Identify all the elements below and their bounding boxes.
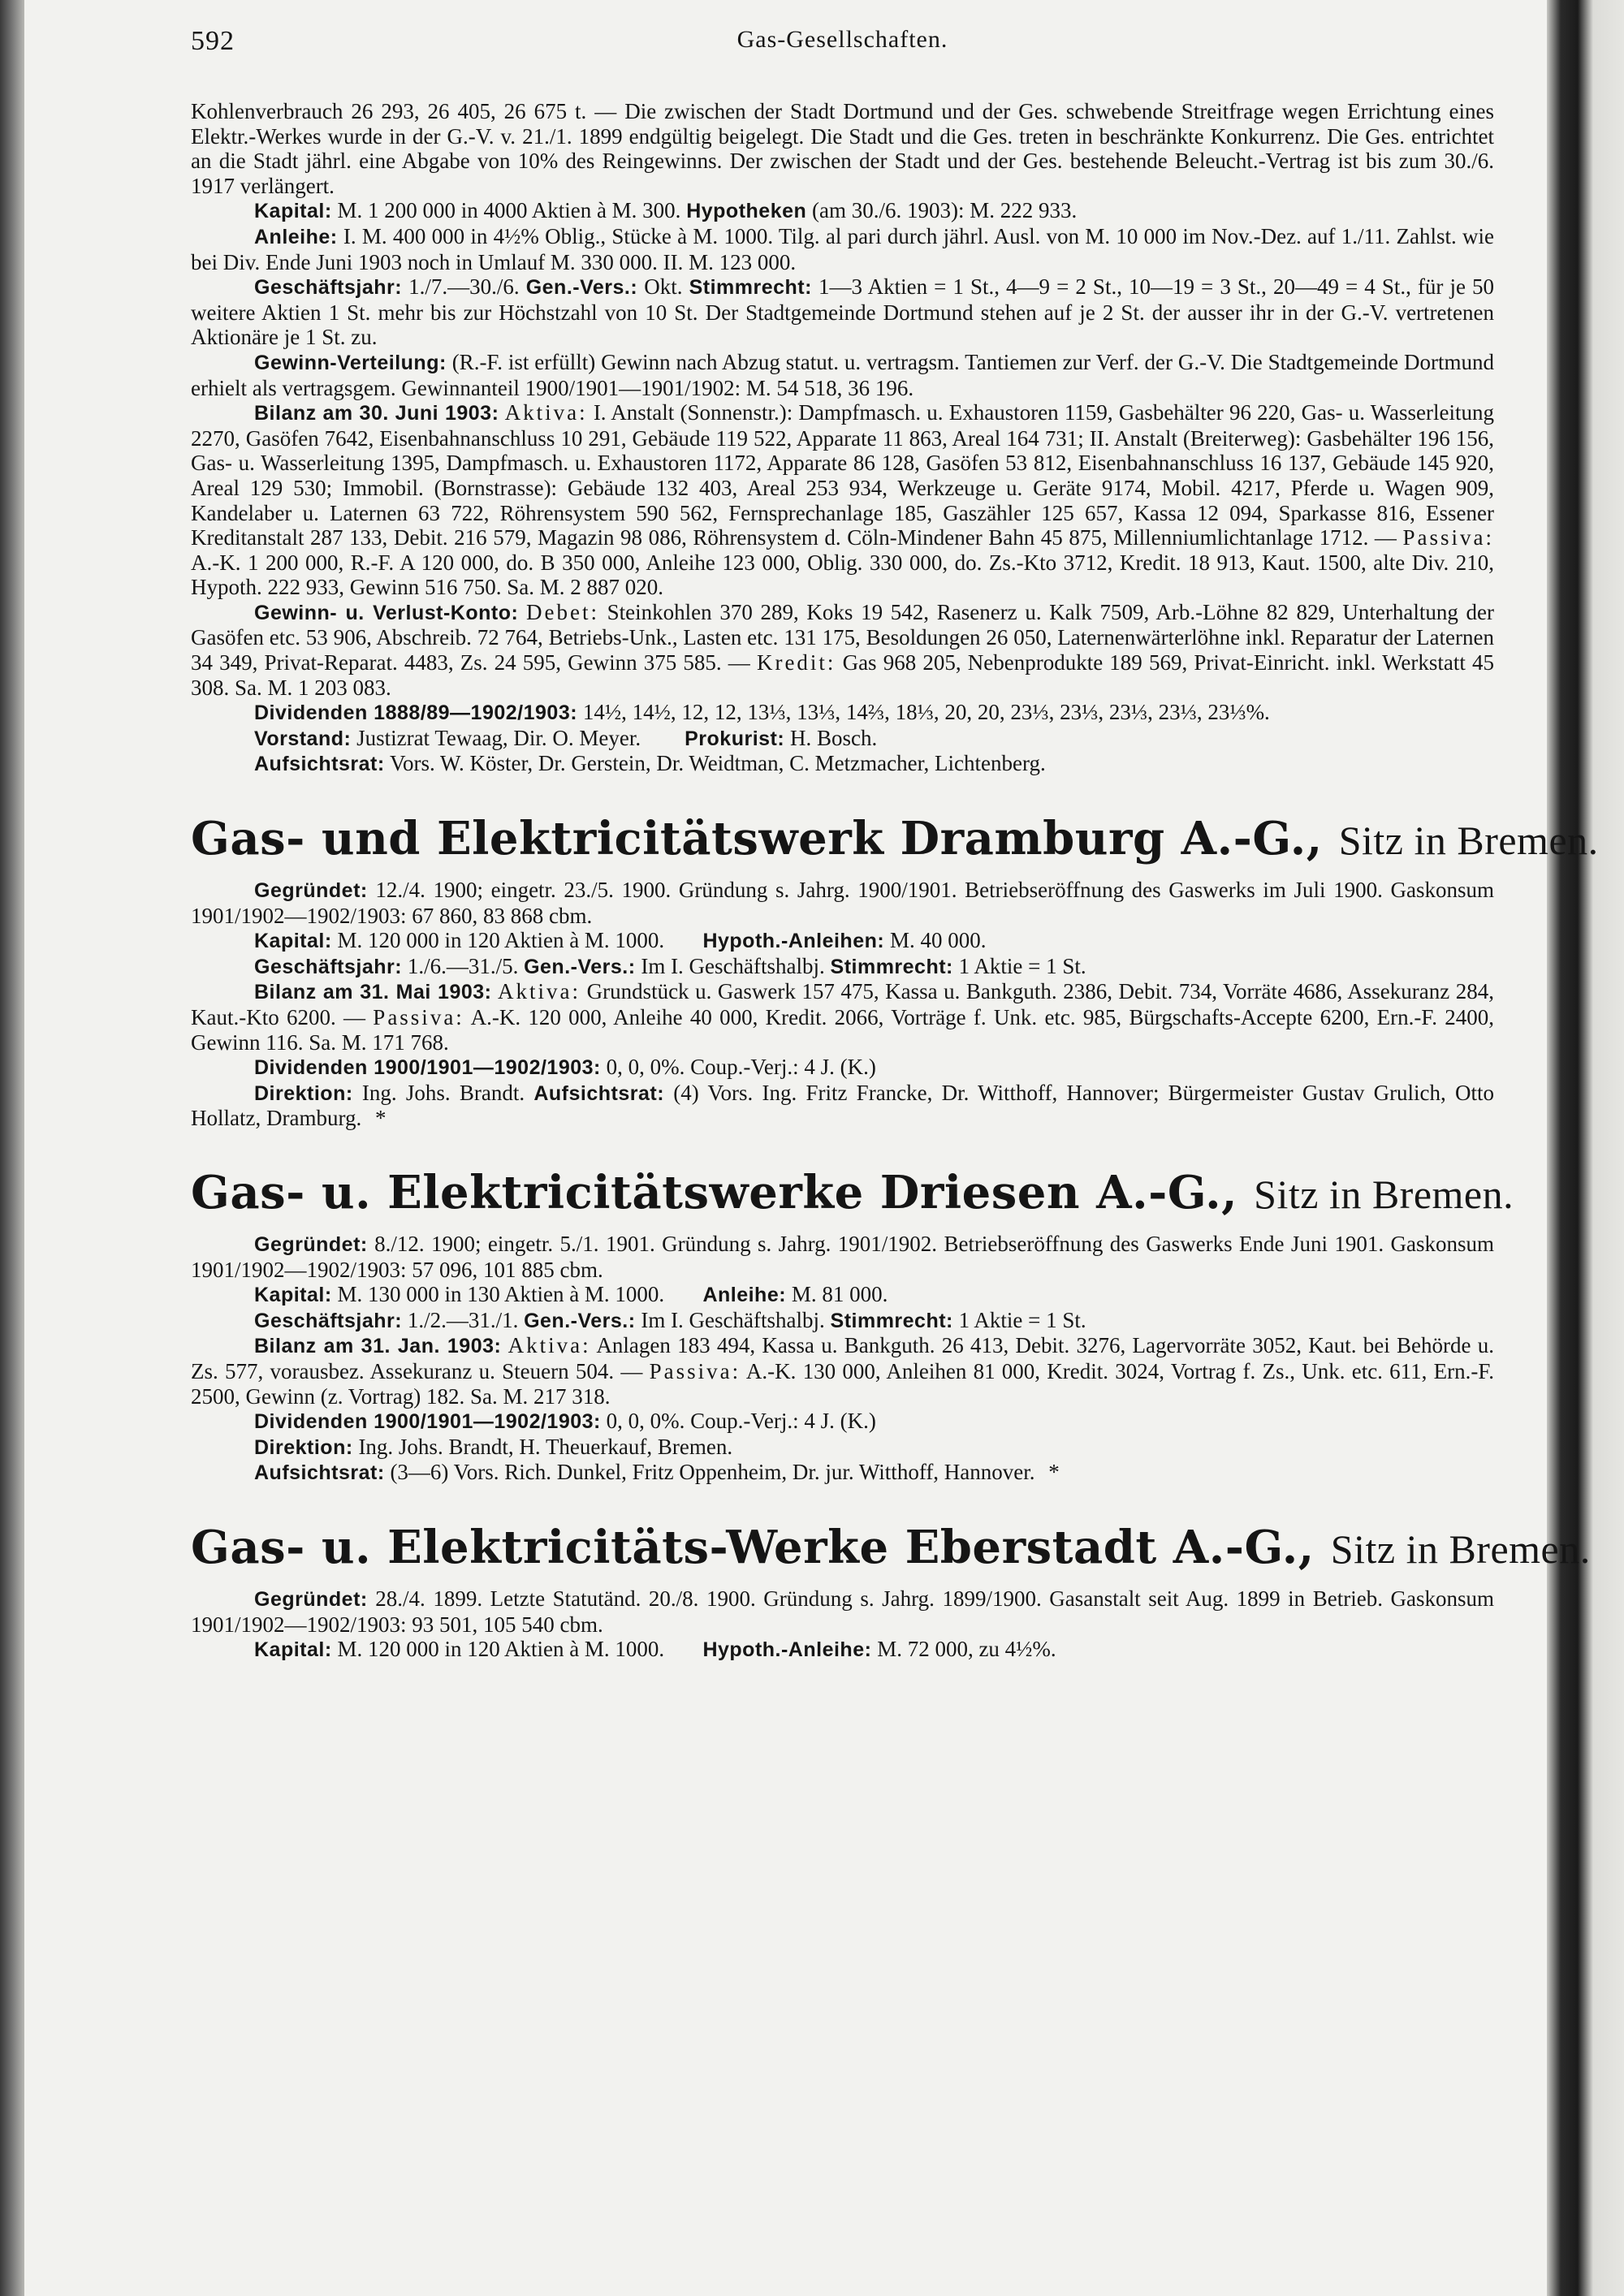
value-kredit: Gas 968 205, Nebenprodukte 189 569, Privat-Einricht. inkl. Werkstatt 45 308. Sa. M. 1 203 083. <box>191 650 1495 700</box>
value-gen-vers: Okt. <box>644 274 683 300</box>
value-bilanz-passiva: A.-K. 1 200 000, R.-F. A 120 000, do. B 350 000, Anleihe 123 000, Oblig. 330 000, do. Zs.-Kto 3712, Kredit. 18 913, Kaut. 1500, alte Div. 210, Hypoth. 222 933, Gewinn 516 750. Sa. M. 2 887 020. <box>191 550 1494 600</box>
value-kapital: M. 130 000 in 130 Aktien à M. 1000. <box>337 1282 665 1307</box>
label-gegruendet: Gegründet: <box>254 1587 368 1611</box>
label-vorstand: Vorstand: <box>254 727 352 750</box>
value-dividenden: 14½, 14½, 12, 12, 13⅓, 13⅓, 14⅔, 18⅓, 20, 20, 23⅓, 23⅓, 23⅓, 23⅓, 23⅓%. <box>582 700 1270 725</box>
entry-gewinn-verteilung <box>191 350 1494 400</box>
label-bilanz: Bilanz am 31. Mai 1903: <box>254 981 492 1004</box>
entry-gewinn-verlust <box>191 600 1494 700</box>
value-gegruendet: 28./4. 1899. Letzte Statutänd. 20./8. 1900. Gründung s. Jahrg. 1899/1900. Gasanstalt seit Aug. 1899 in Betrieb. Gaskonsum 1901/1902—1902/1903: 93 501, 105 540 cbm. <box>191 1586 1495 1637</box>
label-passiva: Passiva: <box>1402 525 1495 550</box>
label-kredit: Kredit: <box>756 650 836 675</box>
label-stimmrecht: Stimmrecht: <box>830 1309 953 1332</box>
label-aufsichtsrat: Aufsichtsrat: <box>254 753 385 776</box>
paragraph-history: Kohlenverbrauch 26 293, 26 405, 26 675 t. — Die zwischen der Stadt Dortmund und der Ges. schwebende Streitfrage wegen Errichtung eines Elektr.-Werkes wurde in der G.-V. v. 21./1. 1899 endgültig beigelegt. Die Stadt und die Ges. treten in beschränkte Konkurrenz. Die Ges. entrichtet an die Stadt jährl. eine Abgabe von 10% des Reingewinns. Der zwischen der Stadt und der Ges. bestehende Beleucht.-Vertrag ist bis zum 30./6. 1917 verlängert. <box>191 99 1494 198</box>
entry-kapital <box>191 928 1494 954</box>
value-geschaeftsjahr: 1./7.—30./6. <box>408 274 520 300</box>
label-geschaeftsjahr: Geschäftsjahr: <box>254 955 403 978</box>
entry-anleihe <box>191 224 1494 274</box>
label-stimmrecht: Stimmrecht: <box>830 955 953 978</box>
document-body <box>191 99 1599 1663</box>
document-page <box>191 16 1599 1663</box>
label-dividenden: Dividenden 1900/1901—1902/1903: <box>254 1410 601 1434</box>
entry-kapital <box>191 1637 1494 1663</box>
label-anleihe: Anleihe: <box>702 1284 787 1307</box>
label-aktiva: Aktiva: <box>504 400 588 425</box>
value-gegruendet: 12./4. 1900; eingetr. 23./5. 1900. Gründung s. Jahrg. 1900/1901. Betriebseröffnung des Gaswerks im Juli 1900. Gaskonsum 1901/1902—1902/1903: 67 860, 83 868 cbm. <box>191 878 1494 928</box>
value-prokurist: H. Bosch. <box>789 725 878 750</box>
label-aktiva: Aktiva: <box>498 979 581 1004</box>
label-anleihe: Anleihe: <box>254 225 338 248</box>
label-aufsichtsrat: Aufsichtsrat: <box>254 1461 385 1485</box>
value-stimmrecht: 1—3 Aktien = 1 St., 4—9 = 2 St., 10—19 = 3 St., 20—49 = 4 St., für je 50 weitere Aktien 1 St. mehr bis zur Höchstzahl von 10 St. Der Stadtgemeinde Dortmund stehen auf je 2 St. der ausser ihr in der G.-V. vertretenen Aktionäre je 1 St. zu. <box>191 274 1495 350</box>
value-gegruendet: 8./12. 1900; eingetr. 5./1. 1901. Gründung s. Jahrg. 1901/1902. Betriebseröffnung des Gaswerks Ende Juni 1901. Gaskonsum 1901/1902—1902/1903: 57 096, 101 885 cbm. <box>191 1231 1494 1282</box>
value-dividenden: 0, 0, 0%. Coup.-Verj.: 4 J. (K.) <box>606 1055 876 1080</box>
label-gen-vers: Gen.-Vers.: <box>524 955 636 978</box>
label-kapital: Kapital: <box>254 930 332 953</box>
value-passiva: A.-K. 130 000, Anleihen 81 000, Kredit. 3024, Vortrag f. Zs., Unk. etc. 611, Ern.-F. 2500, Gewinn (z. Vortrag) 182. Sa. M. 217 318. <box>191 1358 1494 1409</box>
label-kapital: Kapital: <box>254 200 332 223</box>
entry-aufsichtsrat <box>191 1460 1494 1486</box>
company-heading-dramburg <box>191 812 1599 866</box>
label-stimmrecht: Stimmrecht: <box>689 276 812 300</box>
value-kapital: M. 120 000 in 120 Aktien à M. 1000. <box>337 1637 665 1662</box>
value-passiva: A.-K. 120 000, Anleihe 40 000, Kredit. 2066, Vorträge f. Unk. etc. 985, Bürgschafts-Accepte 6200, Ern.-F. 2400, Gewinn 116. Sa. M. 171 768. <box>191 1005 1494 1055</box>
entry-geschaeftsjahr <box>191 1308 1494 1334</box>
label-hypotheken: Hypotheken <box>686 200 807 223</box>
entry-bilanz <box>191 400 1494 600</box>
value-stimmrecht: 1 Aktie = 1 St. <box>958 953 1086 978</box>
value-kapital: M. 120 000 in 120 Aktien à M. 1000. <box>337 928 665 953</box>
footnote-star: * <box>374 1106 387 1131</box>
value-gen-vers: Im I. Geschäftshalbj. <box>641 1307 825 1332</box>
entry-dividenden <box>191 1055 1494 1081</box>
value-hypotheken: (am 30./6. 1903): M. 222 933. <box>812 198 1078 223</box>
entry-kapital <box>191 1282 1494 1308</box>
label-debet: Debet: <box>525 599 599 624</box>
value-aufsichtsrat: Vors. W. Köster, Dr. Gerstein, Dr. Weidtman, C. Metzmacher, Lichtenberg. <box>389 751 1046 776</box>
label-bilanz: Bilanz am 30. Juni 1903: <box>254 402 499 425</box>
entry-aufsichtsrat <box>191 751 1494 777</box>
value-direktion: Ing. Johs. Brandt, H. Theuerkauf, Bremen. <box>358 1434 733 1459</box>
label-dividenden: Dividenden 1900/1901—1902/1903: <box>254 1056 601 1080</box>
value-hypoth-anleihen: M. 40 000. <box>889 928 987 953</box>
label-aktiva: Aktiva: <box>508 1333 591 1358</box>
value-bilanz-aktiva: I. Anstalt (Sonnenstr.): Dampfmasch. u. Exhaustoren 1159, Gasbehälter 96 220, Gas- u. Wasserleitung 2270, Gasöfen 7642, Eisenbahnanschluss 10 291, Gebäude 119 522, Apparate 11 863, Areal 164 731; II. Anstalt (Breiterweg): Gasbehälter 196 156, Gas- u. Wasserleitung 1395, Dampfmasch. u. Exhaustoren 1172, Apparate 86 128, Gasöfen 53 812, Eisenbahnanschluss 16 137, Gebäude 145 920, Areal 129 530; Immobil. (Bornstrasse): Gebäude 132 403, Areal 253 934, Werkzeuge u. Geräte 9174, Mobil. 4217, Pferde u. Wagen 909, Kandelaber u. Laternen 63 722, Röhrensystem 590 562, Fernsprechanlage 185, Gaszähler 125 657, Kassa 12 094, Sparkasse 816, Essener Kreditanstalt 287 133, Debit. 216 579, Magazin 98 086, Röhrensystem d. Cöln-Mindener Bahn 45 875, Millenniumlichtanlage 1712. — <box>191 400 1495 550</box>
label-prokurist: Prokurist: <box>685 727 785 750</box>
value-aktiva: Grundstück u. Gaswerk 157 475, Kassa u. Bankguth. 2386, Debit. 734, Vorräte 4686, Assekuranz 284, Kaut.-Kto 6200. — <box>191 979 1495 1029</box>
label-geschaeftsjahr: Geschäftsjahr: <box>254 276 403 300</box>
value-hypoth-anleihe: M. 72 000, zu 4½%. <box>877 1637 1056 1662</box>
label-direktion: Direktion: <box>254 1435 353 1459</box>
entry-bilanz <box>191 979 1494 1055</box>
entry-bilanz <box>191 1333 1494 1409</box>
label-geschaeftsjahr: Geschäftsjahr: <box>254 1309 403 1332</box>
entry-gegruendet <box>191 1232 1494 1282</box>
company-seat: Sitz in Bremen. <box>1338 818 1599 864</box>
label-hypoth-anleihe: Hypoth.-Anleihe: <box>702 1638 872 1662</box>
label-gegruendet: Gegründet: <box>254 879 368 903</box>
entry-direktion <box>191 1435 1494 1461</box>
value-geschaeftsjahr: 1./2.—31./1. <box>407 1307 519 1332</box>
value-geschaeftsjahr: 1./6.—31./5. <box>407 953 519 978</box>
label-kapital: Kapital: <box>254 1284 332 1307</box>
label-hypoth-anleihen: Hypoth.-Anleihen: <box>702 930 885 953</box>
entry-direktion <box>191 1081 1494 1131</box>
value-anleihe: M. 81 000. <box>791 1282 888 1307</box>
value-anleihe: I. M. 400 000 in 4½% Oblig., Stücke à M. 1000. Tilg. al pari durch jährl. Ausl. von M. 10 000 im Nov.-Dez. auf 1./11. Zahlst. wie bei Div. Ende Juni 1903 noch in Umlauf M. 330 000. II. M. 123 000. <box>191 223 1494 274</box>
label-gen-vers: Gen.-Vers.: <box>524 1309 636 1332</box>
value-gen-vers: Im I. Geschäftshalbj. <box>641 953 825 978</box>
label-gegruendet: Gegründet: <box>254 1232 368 1256</box>
label-gewinn-verlust: Gewinn- u. Verlust-Konto: <box>254 601 519 624</box>
running-head <box>191 16 1494 62</box>
company-seat: Sitz in Bremen. <box>1254 1171 1514 1217</box>
value-aktiva: Anlagen 183 494, Kassa u. Bankguth. 26 413, Debit. 3276, Lagervorräte 3052, Kaut. bei Behörde u. Zs. 577, vorausbez. Assekuranz u. Steuern 504. — <box>191 1333 1494 1383</box>
label-bilanz: Bilanz am 31. Jan. 1903: <box>254 1335 502 1358</box>
company-title: Gas- u. Elektricitätswerke Driesen A.-G., <box>191 1165 1238 1219</box>
company-heading-driesen <box>191 1165 1514 1220</box>
label-kapital: Kapital: <box>254 1638 332 1662</box>
value-aufsichtsrat: (4) Vors. Ing. Fritz Francke, Dr. Witthoff, Hannover; Bürgermeister Gustav Grulich, Otto Hollatz, Dramburg. <box>191 1080 1495 1131</box>
running-title: Gas-Gesellschaften. <box>736 26 948 53</box>
page-number: 592 <box>191 26 235 56</box>
entry-gegruendet <box>191 1586 1494 1637</box>
value-stimmrecht: 1 Aktie = 1 St. <box>958 1307 1086 1332</box>
entry-kapital <box>191 198 1494 224</box>
value-vorstand: Justizrat Tewaag, Dir. O. Meyer. <box>356 725 641 750</box>
entry-dividenden <box>191 1409 1494 1435</box>
label-dividenden: Dividenden 1888/89—1902/1903: <box>254 701 578 725</box>
footnote-star: * <box>1048 1460 1060 1485</box>
company-heading-eberstadt <box>191 1520 1591 1575</box>
label-gewinn-verteilung: Gewinn-Verteilung: <box>254 351 447 374</box>
label-passiva: Passiva: <box>373 1005 464 1029</box>
label-aufsichtsrat: Aufsichtsrat: <box>533 1081 665 1105</box>
entry-vorstand <box>191 726 1494 752</box>
label-gen-vers: Gen.-Vers.: <box>525 276 638 300</box>
page-gutter-edge <box>1547 0 1624 2296</box>
value-gewinn-verteilung: (R.-F. ist erfüllt) Gewinn nach Abzug statut. u. vertragsm. Tantiemen zur Verf. der G.-V. Die Stadtgemeinde Dortmund erhielt als vertragsgem. Gewinnanteil 1900/1901—1901/1902: M. 54 518, 36 196. <box>191 349 1495 400</box>
entry-dividenden <box>191 700 1494 726</box>
value-dividenden: 0, 0, 0%. Coup.-Verj.: 4 J. (K.) <box>606 1409 876 1434</box>
entry-gegruendet <box>191 878 1494 928</box>
value-aufsichtsrat: (3—6) Vors. Rich. Dunkel, Fritz Oppenheim, Dr. jur. Witthoff, Hannover. <box>390 1460 1035 1485</box>
company-title: Gas- und Elektricitätswerk Dramburg A.-G., <box>191 812 1323 866</box>
company-title: Gas- u. Elektricitäts-Werke Eberstadt A.-G., <box>191 1520 1315 1574</box>
company-seat: Sitz in Bremen. <box>1330 1526 1591 1572</box>
label-direktion: Direktion: <box>254 1081 353 1105</box>
entry-geschaeftsjahr <box>191 274 1494 350</box>
value-direktion: Ing. Johs. Brandt. <box>361 1080 525 1105</box>
value-debet: Steinkohlen 370 289, Koks 19 542, Rasenerz u. Kalk 7509, Arb.-Löhne 82 829, Unterhaltung der Gasöfen etc. 53 906, Abschreib. 72 764, Betriebs-Unk., Lasten etc. 131 175, Besoldungen 26 050, Laternenwärterlöhne inkl. Reparatur der Laternen 34 349, Privat-Reparat. 4483, Zs. 24 595, Gewinn 375 585. — <box>191 599 1495 675</box>
book-spine-shadow <box>0 0 24 2296</box>
entry-geschaeftsjahr <box>191 954 1494 980</box>
label-passiva: Passiva: <box>649 1358 741 1383</box>
value-kapital: M. 1 200 000 in 4000 Aktien à M. 300. <box>337 198 681 223</box>
